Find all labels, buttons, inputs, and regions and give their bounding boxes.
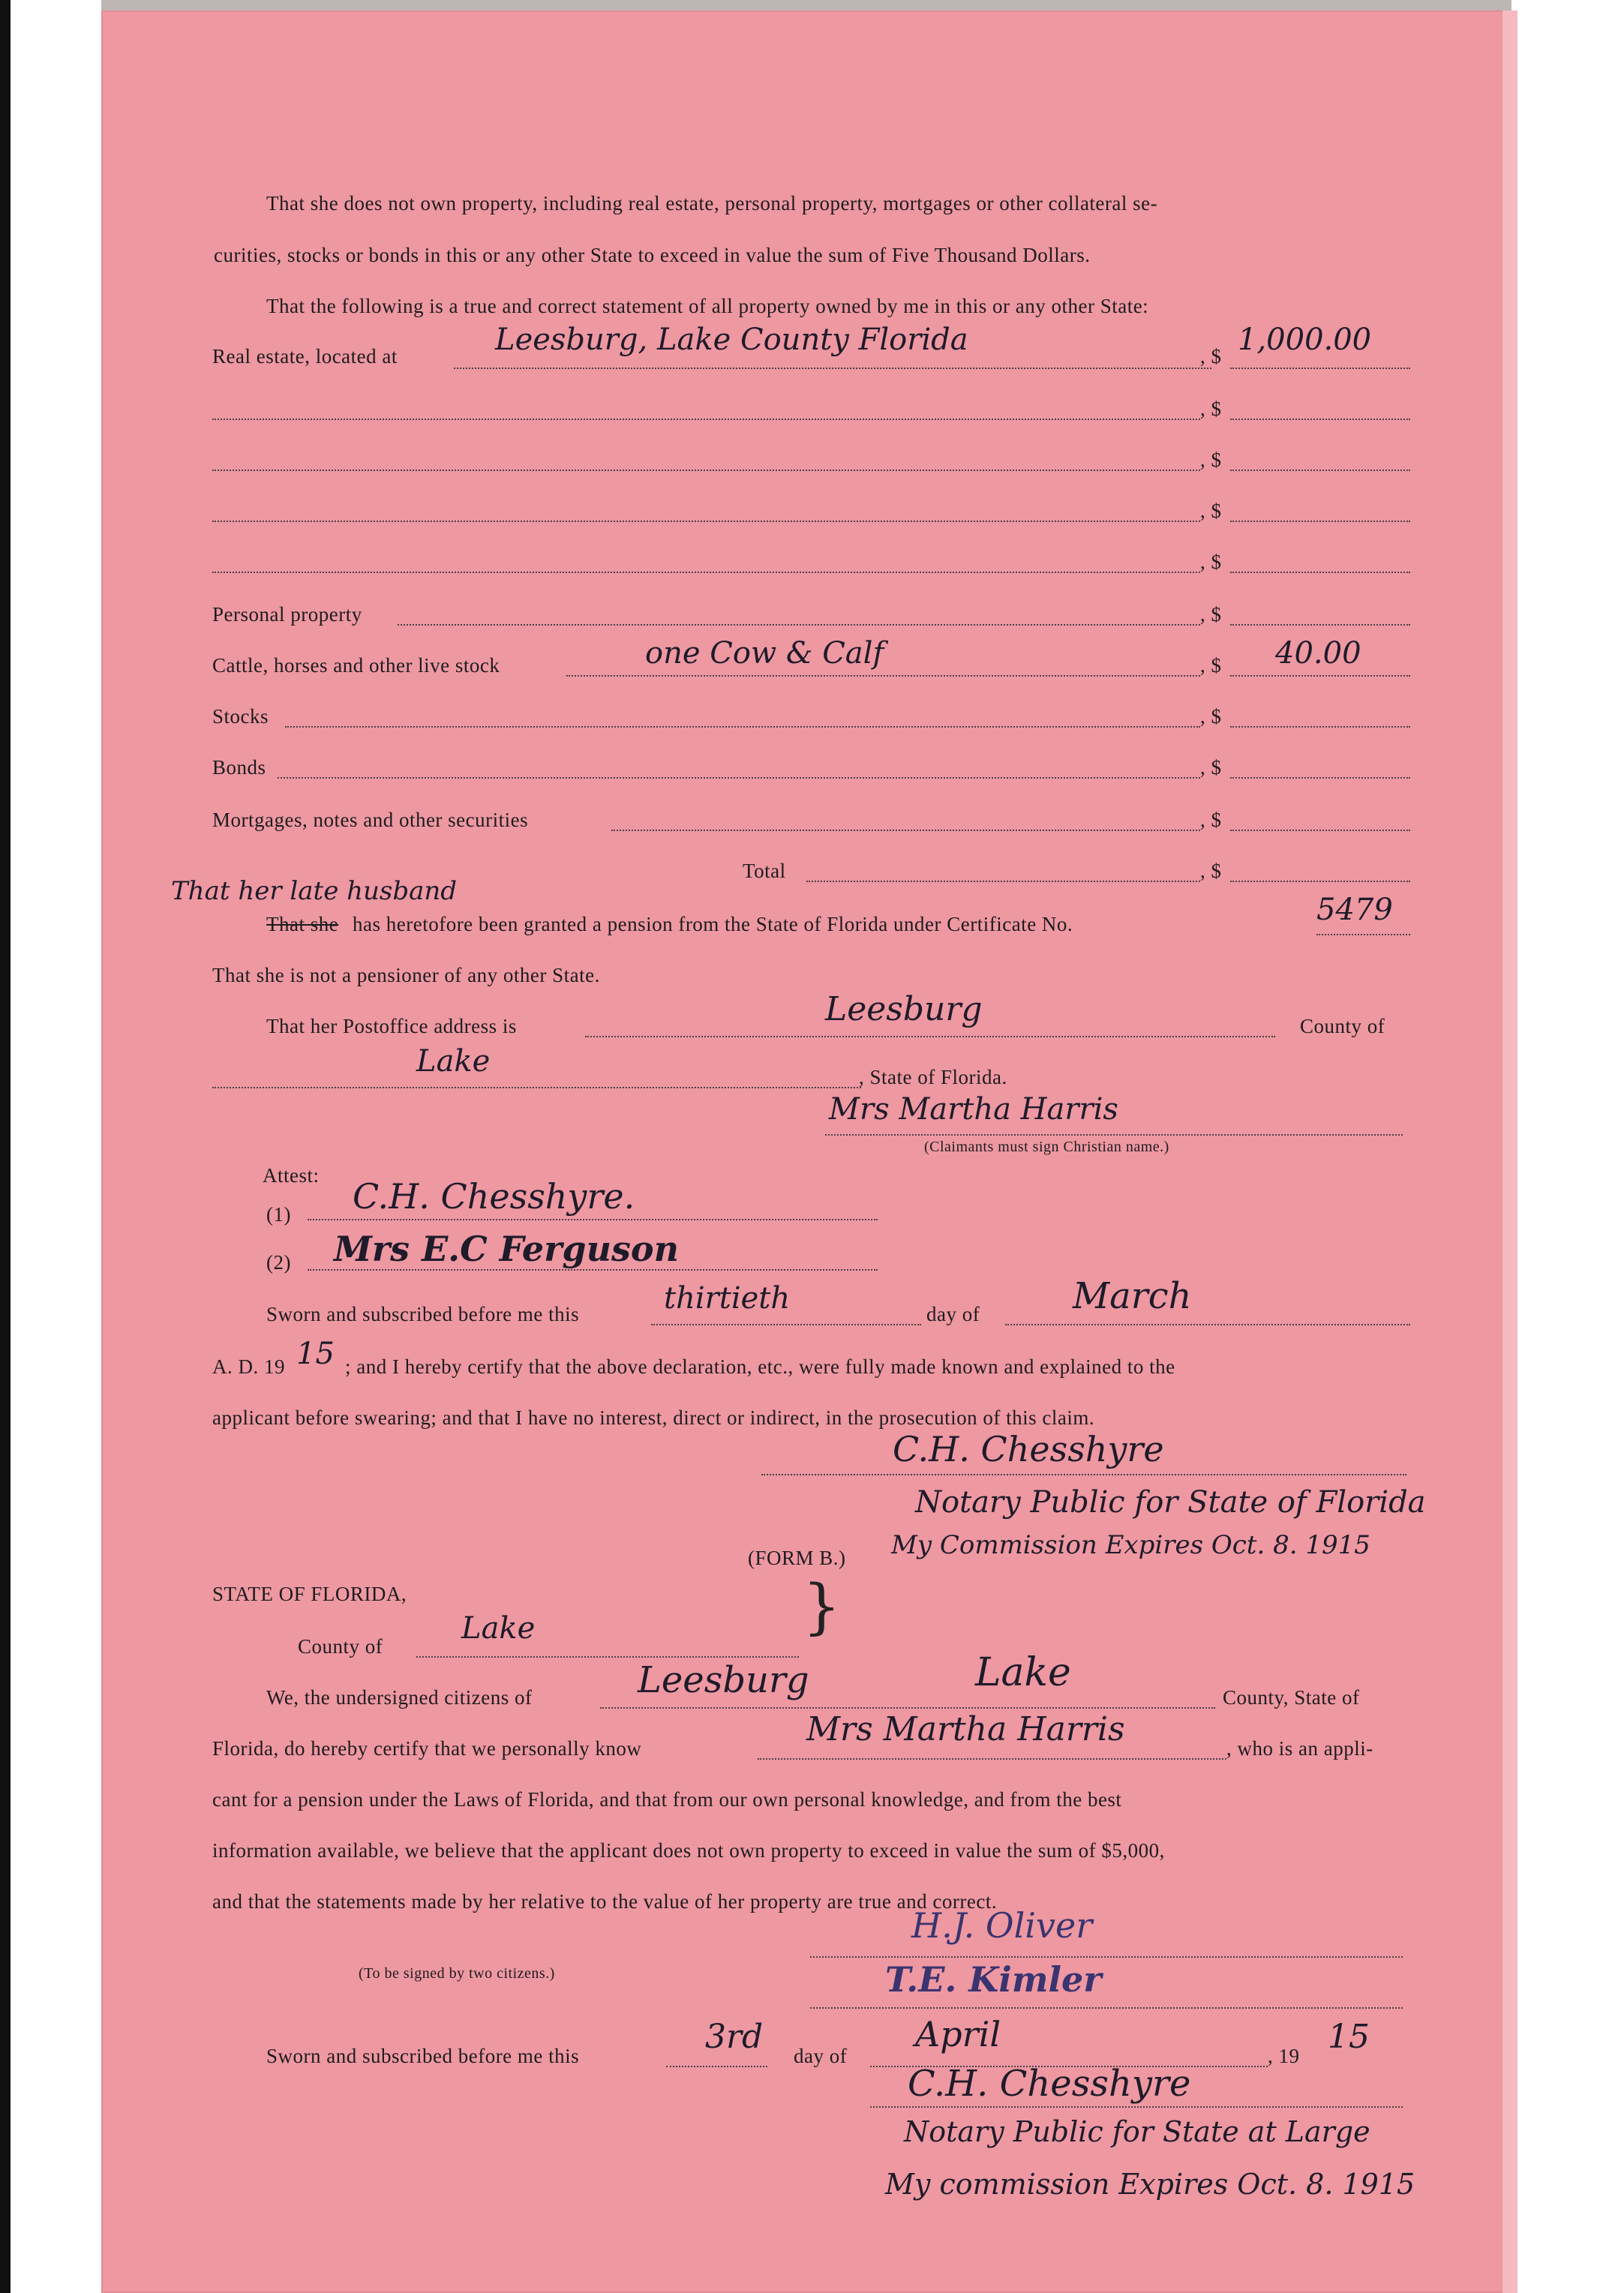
intro-line-1: That she does not own property, including real estate, personal property, mortgages or other collateral se- [266,192,1158,215]
form-b-sworn-month: April [915,2014,1001,2054]
page-edge-right [1502,11,1517,2293]
ad-label: A. D. 19 [212,1355,285,1378]
total-label: Total [743,860,786,882]
sworn-text-1: Sworn and subscribed before me this [266,1303,580,1325]
postoffice-value: Leesburg [825,990,983,1028]
postoffice-label: That her Postoffice address is [266,1015,517,1037]
personally-know-text: Florida, do hereby certify that we personally know [212,1737,642,1760]
citizen-1-signature: H.J. Oliver [911,1905,1093,1946]
witness-2-number: (2) [266,1251,291,1274]
notary-title-2: Notary Public for State at Large [904,2115,1370,2148]
dollar-sign: , $ [1200,449,1222,471]
blank-line [212,470,1200,471]
day-of-label: day of [926,1303,980,1325]
two-citizens-note: (To be signed by two citizens.) [359,1965,555,1982]
dollar-sign: , $ [1200,756,1222,779]
form-b-sworn-text: Sworn and subscribed before me this [266,2045,580,2067]
citizen-2-signature: T.E. Kimler [885,1959,1102,2000]
not-pensioner-text: That she is not a pensioner of any other State. [212,964,600,986]
inserted-late-husband: That her late husband [171,876,458,906]
personal-property-label: Personal property [212,603,362,626]
form-b-line-5: and that the statements made by her relative to the value of her property are true and correct. [212,1890,998,1913]
sworn-day: thirtieth [664,1281,791,1316]
pension-granted-text: has heretofore been granted a pension from the State of Florida under Certificate No. [353,913,1073,935]
witness-1-number: (1) [266,1203,291,1226]
form-b-day-of: day of [794,2045,848,2067]
form-b-year-prefix: , 19 [1268,2045,1300,2067]
who-is-appli: , who is an appli- [1226,1737,1373,1760]
bonds-label: Bonds [212,756,266,779]
cattle-label: Cattle, horses and other live stock [212,654,500,677]
dollar-sign: , $ [1200,705,1222,728]
witness-1-signature: C.H. Chesshyre. [353,1176,635,1217]
mortgages-label: Mortgages, notes and other securities [212,809,529,831]
county-value: Lake [416,1044,491,1079]
dollar-sign: , $ [1200,398,1222,420]
brace: } [803,1571,841,1641]
dollar-sign: , $ [1200,345,1222,368]
form-b-line-3: cant for a pension under the Laws of Florida, and that from our own personal knowledge, and from the best [212,1788,1122,1811]
form-b-county-value: Lake [461,1611,536,1646]
scan-edge-left [0,0,11,2293]
form-b-sworn-day: 3rd [705,2018,764,2056]
claimant-signature: Mrs Martha Harris [829,1092,1118,1127]
struck-text: That she [266,913,339,935]
intro-line-3: That the following is a true and correct statement of all property owned by me in this or any other State: [266,295,1149,317]
form-b-label: (FORM B.) [748,1547,846,1569]
dollar-sign: , $ [1200,860,1222,882]
certificate-number: 5479 [1316,893,1393,927]
cattle-description: one Cow & Calf [645,636,884,671]
sworn-year: 15 [296,1337,335,1371]
we-undersigned-text: We, the undersigned citizens of [266,1686,533,1709]
county-state-of: County, State of [1223,1686,1360,1709]
witness-2-signature: Mrs E.C Ferguson [334,1229,680,1269]
form-b-line-4: information available, we believe that the applicant does not own property to exceed in value the sum of $5,000, [212,1839,1165,1862]
stocks-label: Stocks [212,705,269,728]
blank-line [212,572,1200,573]
dollar-sign: , $ [1200,500,1222,522]
blank-line [212,419,1200,420]
commission-expires-2: My commission Expires Oct. 8. 1915 [885,2168,1415,2201]
sworn-month: March [1073,1275,1192,1317]
intro-line-2: curities, stocks or bonds in this or any other State to exceed in value the sum of Five Thousand Dollars. [214,244,1091,266]
real-estate-value: 1,000.00 [1238,323,1372,357]
notary-signature-2: C.H. Chesshyre [908,2063,1191,2105]
citizens-place: Leesburg [638,1659,809,1701]
dollar-sign: , $ [1200,809,1222,831]
commission-expires-1: My Commission Expires Oct. 8. 1915 [891,1530,1370,1560]
form-b-county-label: County of [298,1635,383,1658]
notary-signature-1: C.H. Chesshyre [893,1429,1164,1469]
real-estate-location: Leesburg, Lake County Florida [495,323,968,357]
county-of-label: County of [1300,1015,1385,1037]
dollar-sign: , $ [1200,551,1222,573]
citizens-county: Lake [975,1650,1071,1695]
notary-title-1: Notary Public for State of Florida [915,1485,1426,1520]
dollar-sign: , $ [1200,603,1222,626]
certify-text-1: ; and I hereby certify that the above declaration, etc., were fully made known and explained to the [345,1355,1175,1378]
blank-line [212,521,1200,522]
real-estate-label: Real estate, located at [212,345,398,368]
state-of-florida: , State of Florida. [859,1066,1007,1088]
dollar-sign: , $ [1200,654,1222,677]
form-b-sworn-year: 15 [1328,2018,1370,2056]
state-of-florida-heading: STATE OF FLORIDA, [212,1583,407,1605]
attest-label: Attest: [263,1164,320,1187]
claimant-note: (Claimants must sign Christian name.) [924,1139,1169,1155]
certify-text-2: applicant before swearing; and that I have no interest, direct or indirect, in the prosecution of this claim. [212,1406,1095,1429]
cattle-value: 40.00 [1275,636,1361,671]
applicant-name: Mrs Martha Harris [806,1710,1125,1748]
